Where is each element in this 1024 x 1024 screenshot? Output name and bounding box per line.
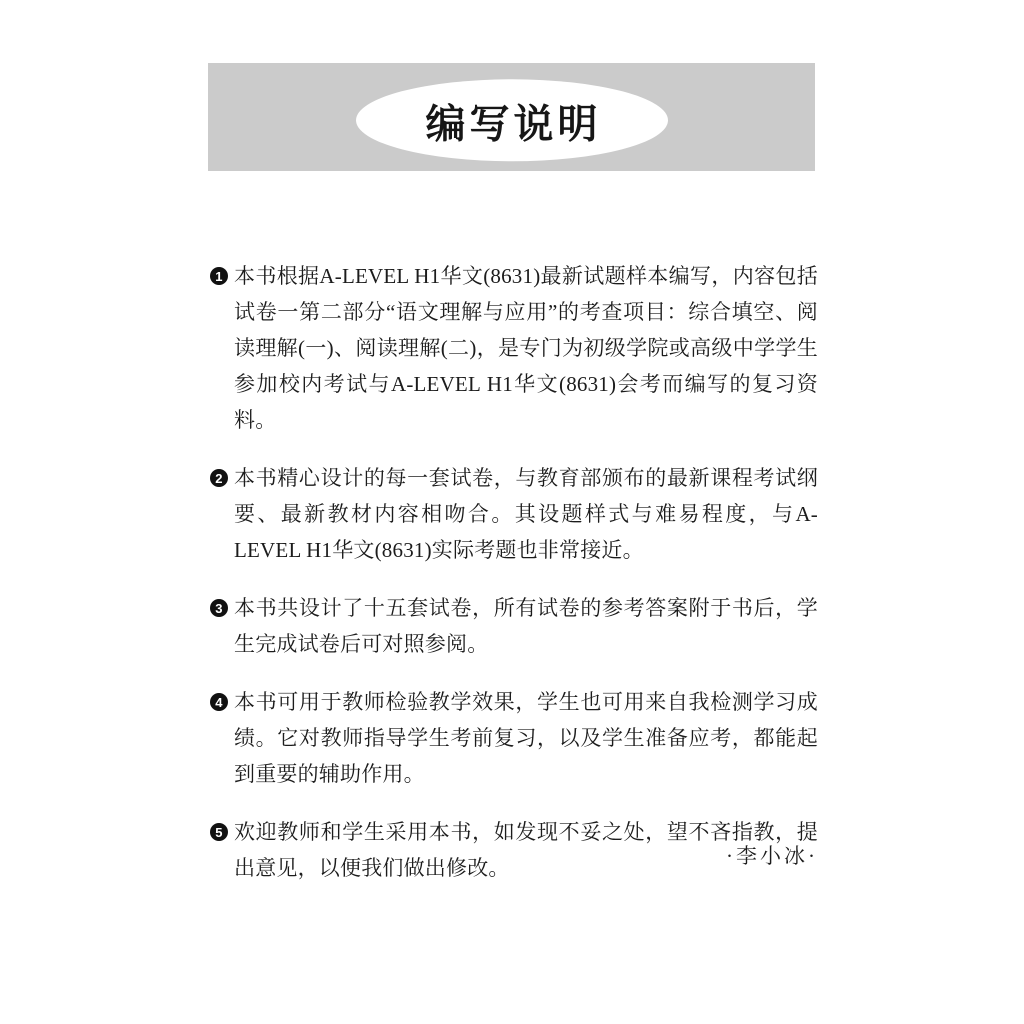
circled-number-icon: 3 <box>210 599 228 617</box>
note-text: 本书可用于教师检验教学效果，学生也可用来自我检测学习成绩。它对教师指导学生考前复习，以及学生准备应考，都能起到重要的辅助作用。 <box>234 690 818 786</box>
note-item-2 <box>210 460 818 568</box>
circled-number-icon: 2 <box>210 469 228 487</box>
note-item-1 <box>210 258 818 438</box>
author-credit: ·李小冰· <box>726 844 818 868</box>
note-item-3 <box>210 590 818 662</box>
circled-number-icon: 5 <box>210 823 228 841</box>
circled-number-icon: 4 <box>210 693 228 711</box>
note-text: 本书共设计了十五套试卷，所有试卷的参考答案附于书后，学生完成试卷后可对照参阅。 <box>234 596 818 656</box>
note-text: 欢迎教师和学生采用本书，如发现不妥之处，望不吝指教，提出意见，以便我们做出修改。 <box>234 820 818 880</box>
circled-number-icon: 1 <box>210 267 228 285</box>
notes-list <box>210 258 818 908</box>
note-text: 本书精心设计的每一套试卷，与教育部颁布的最新课程考试纲要、最新教材内容相吻合。其设题样式与难易程度，与A-LEVEL H1华文(8631)实际考题也非常接近。 <box>234 466 818 562</box>
title-banner <box>208 63 815 171</box>
page-title: 编写说明 <box>425 101 602 146</box>
title-ellipse <box>356 79 668 161</box>
note-item-4 <box>210 684 818 792</box>
note-text: 本书根据A-LEVEL H1华文(8631)最新试题样本编写，内容包括试卷一第二部分“语文理解与应用”的考查项目：综合填空、阅读理解(一)、阅读理解(二)，是专门为初级学院或高级中学学生参加校内考试与A-LEVEL H1华文(8631)会考而编写的复习资料。 <box>234 264 818 432</box>
